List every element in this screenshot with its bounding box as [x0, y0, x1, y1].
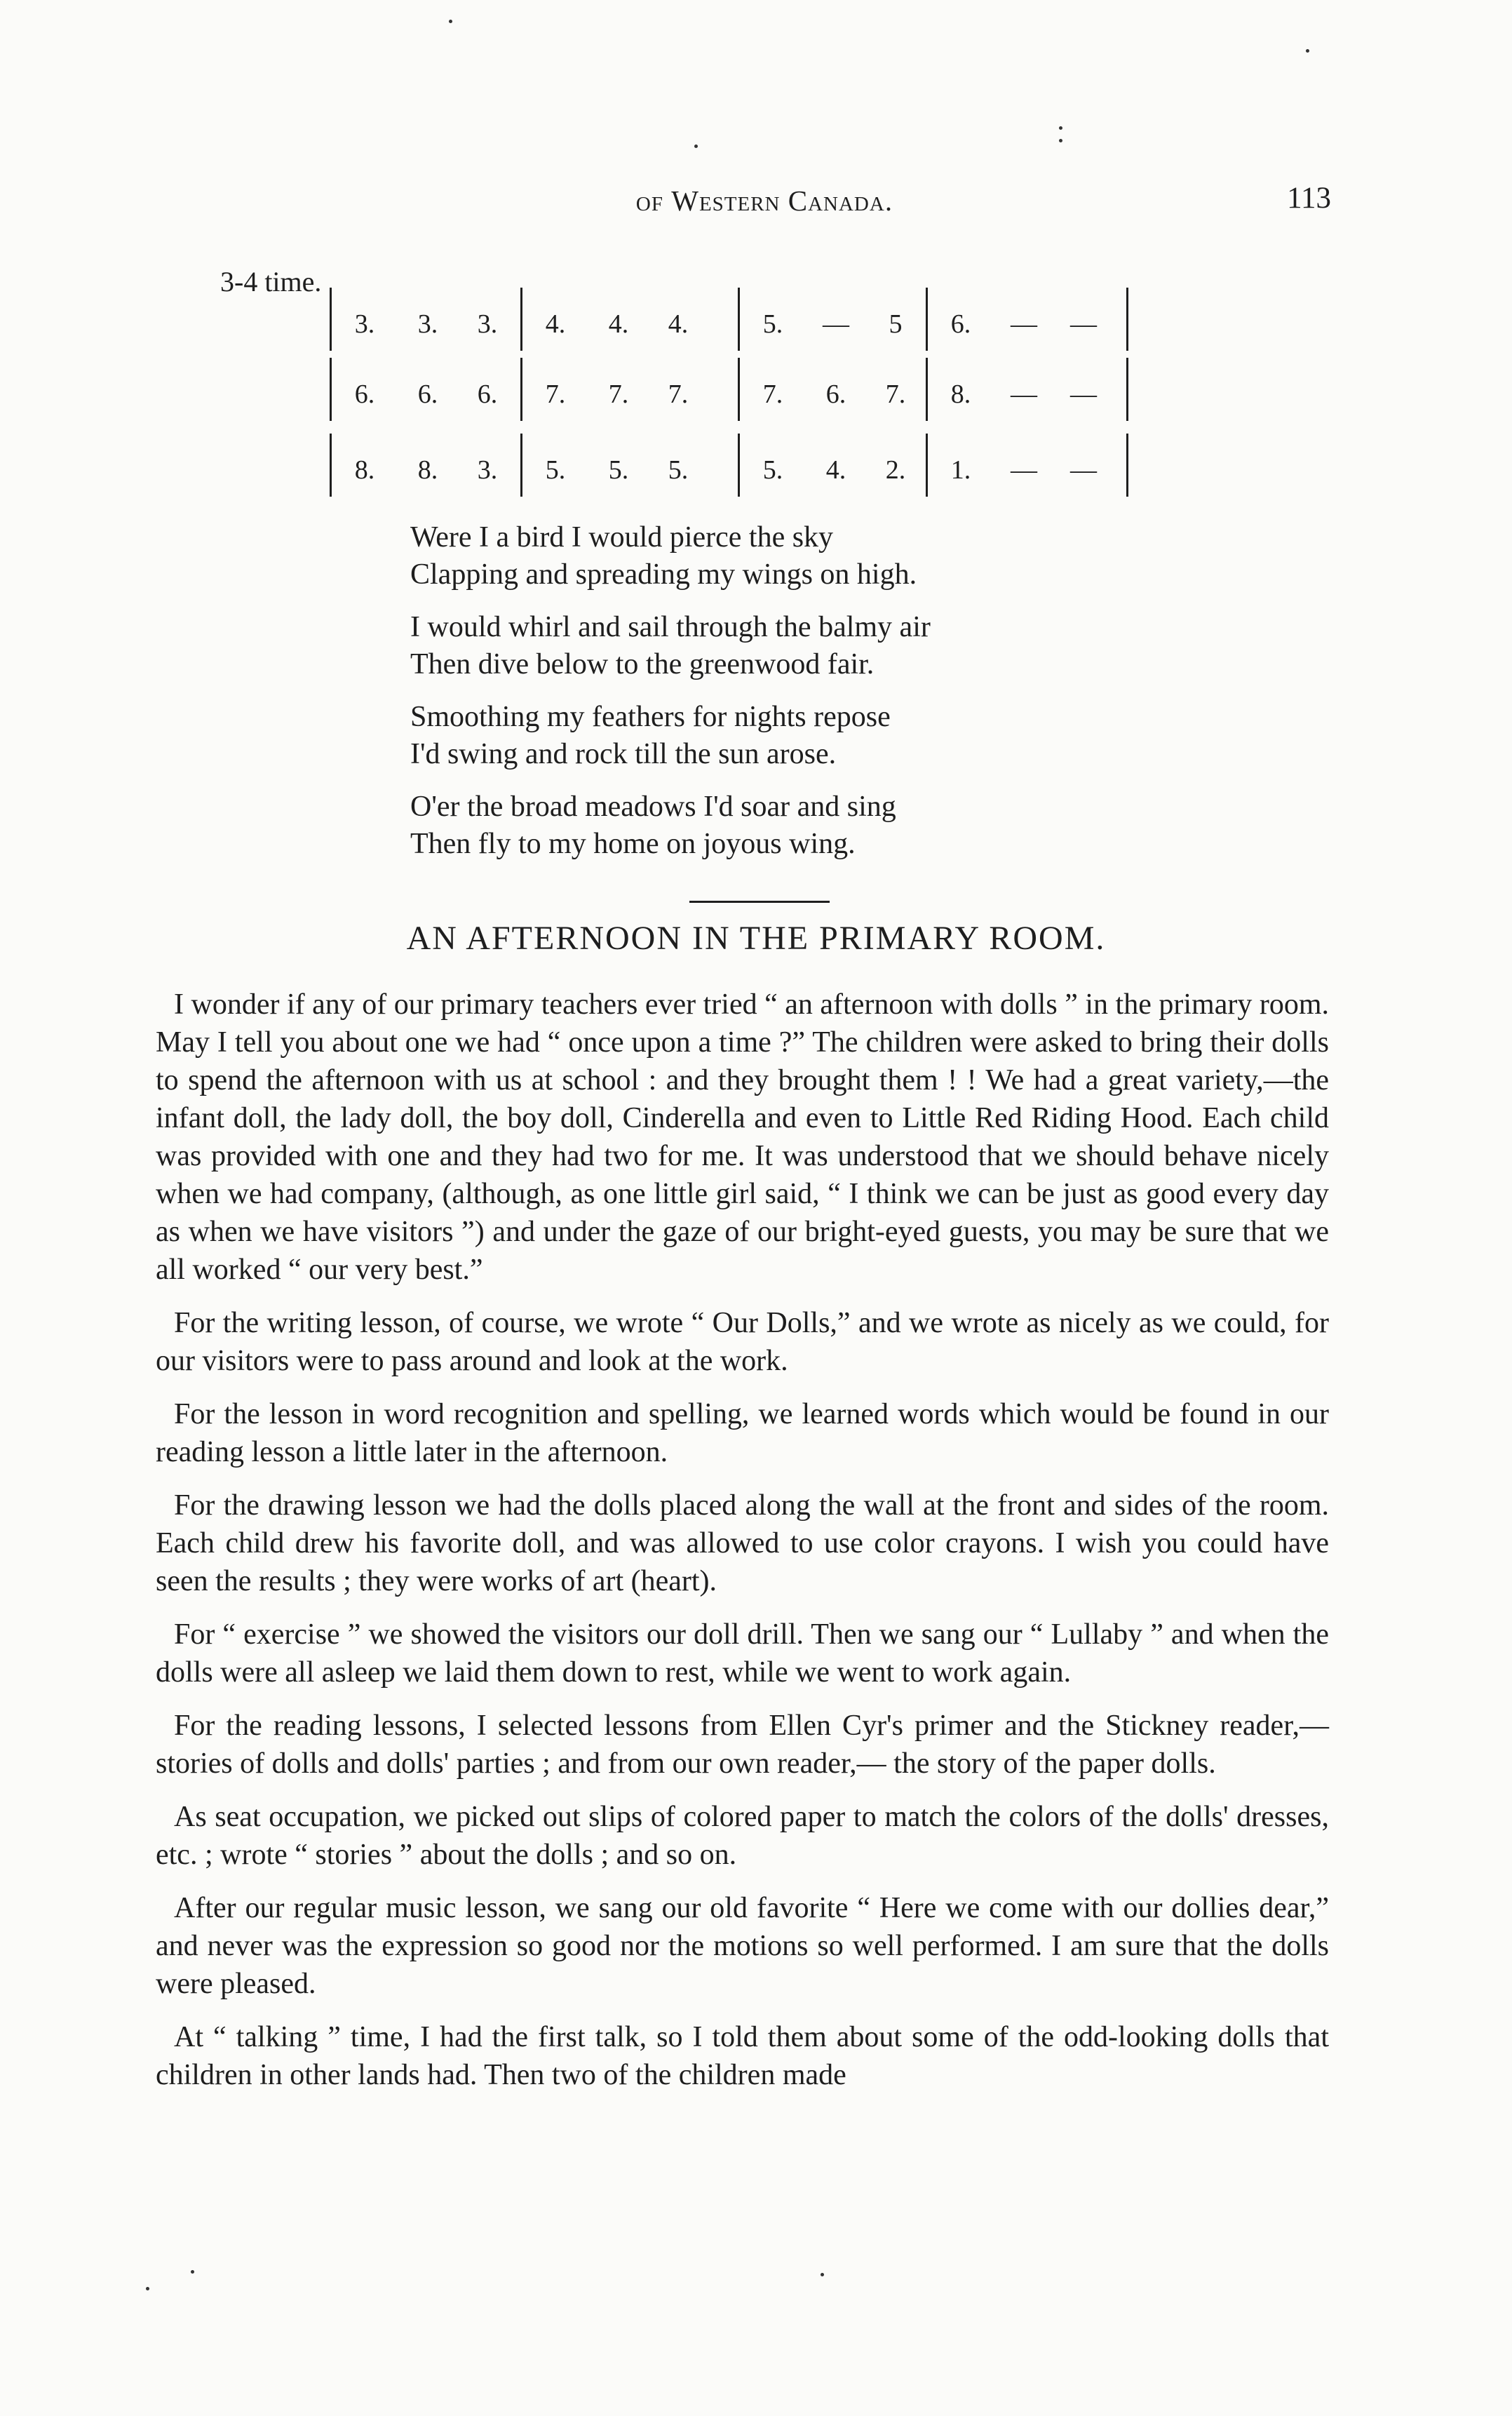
running-head-prefix: of: [635, 184, 663, 217]
score-note: —: [1070, 380, 1097, 409]
scan-speck: [1306, 49, 1309, 53]
article-body: [156, 986, 1329, 2109]
score-note: 7.: [608, 380, 629, 409]
bar-line: [926, 358, 928, 421]
bar-line: [738, 288, 740, 351]
score-note: —: [1011, 309, 1037, 339]
score-note: —: [1011, 455, 1037, 485]
bar-line: [330, 288, 332, 351]
bar-line: [520, 288, 522, 351]
article-paragraph: I wonder if any of our primary teachers ever tried “ an afternoon with dolls ” in the primary room. May I tell you about one we had “ once upon a time ?” The children were asked to bring their dolls to spend the afternoon with us at school : and they brought them ! ! We had a great variety,—the infant doll, the lady doll, the boy doll, Cinderella and even to Little Red Riding Hood. Each child was provided with one and they had two for me. It was understood that we should behave nicely when we had company, (although, as one little girl said, “ I think we can be just as good every day as when we have visitors ”) and under the gaze of our bright-eyed guests, you may be sure that we all worked “ our very best.”: [156, 988, 1329, 1286]
section-divider: [689, 901, 830, 903]
scan-speck: [1059, 139, 1062, 142]
bar-line: [738, 358, 740, 421]
score-note: 5: [889, 309, 903, 339]
score-note: 8.: [950, 380, 971, 409]
scan-speck: [146, 2287, 149, 2290]
score-note: 4.: [545, 309, 566, 339]
bar-line: [1126, 434, 1128, 497]
score-note: 5.: [668, 455, 689, 485]
score-note: —: [823, 309, 849, 339]
poem-line: Then fly to my home on joyous wing.: [410, 828, 856, 860]
score-note: 6.: [950, 309, 971, 339]
bar-line: [520, 434, 522, 497]
score-note: 6.: [477, 380, 498, 409]
score-note: 8.: [354, 455, 375, 485]
score-note: 3.: [417, 309, 438, 339]
bar-line: [330, 358, 332, 421]
article-title: AN AFTERNOON IN THE PRIMARY ROOM.: [406, 920, 1106, 957]
score-note: 7.: [762, 380, 783, 409]
score-note: 2.: [885, 455, 906, 485]
article-paragraph: As seat occupation, we picked out slips of colored paper to match the colors of the dolls' dresses, etc. ; wrote “ stories ” about the dolls ; and so on.: [156, 1801, 1329, 1871]
bar-line: [926, 288, 928, 351]
score-note: 8.: [417, 455, 438, 485]
score-note: 6.: [825, 380, 846, 409]
score-note: 6.: [354, 380, 375, 409]
score-note: 5.: [762, 455, 783, 485]
article-paragraph: For the writing lesson, of course, we wrote “ Our Dolls,” and we wrote as nicely as we could, for our visitors were to pass around and look at the work.: [156, 1307, 1329, 1377]
bar-line: [520, 358, 522, 421]
article-paragraph: For the reading lessons, I selected lessons from Ellen Cyr's primer and the Stickney reader,—stories of dolls and dolls' parties ; and from our own reader,— the story of the paper dolls.: [156, 1710, 1329, 1780]
article-paragraph: At “ talking ” time, I had the first talk, so I told them about some of the odd-looking dolls that children in other lands had. Then two of the children made: [156, 2021, 1329, 2091]
article-paragraph: For the lesson in word recognition and spelling, we learned words which would be found in our reading lesson a little later in the afternoon.: [156, 1398, 1329, 1468]
poem-line: Were I a bird I would pierce the sky: [410, 521, 834, 553]
poem-line: Then dive below to the greenwood fair.: [410, 648, 875, 680]
poem-line: Clapping and spreading my wings on high.: [410, 558, 917, 591]
score-note: 4.: [668, 309, 689, 339]
scan-speck: [821, 2273, 824, 2276]
poem-line: O'er the broad meadows I'd soar and sing: [410, 791, 896, 823]
score-note: 4.: [608, 309, 629, 339]
score-note: 3.: [354, 309, 375, 339]
poem-line: I'd swing and rock till the sun arose.: [410, 738, 837, 770]
bar-line: [1126, 288, 1128, 351]
scan-speck: [449, 20, 452, 23]
scan-speck: [1059, 126, 1062, 130]
poem-line: I would whirl and sail through the balmy air: [410, 611, 931, 643]
article-paragraph: For “ exercise ” we showed the visitors our doll drill. Then we sang our “ Lullaby ” and when the dolls were all asleep we laid them down to rest, while we went to work again.: [156, 1618, 1329, 1689]
poem-stanza: [410, 609, 931, 683]
poem-stanza: [410, 519, 931, 593]
score-note: 5.: [608, 455, 629, 485]
score-note: —: [1070, 455, 1097, 485]
score-note: 1.: [950, 455, 971, 485]
bar-line: [738, 434, 740, 497]
score-note: 5.: [762, 309, 783, 339]
article-paragraph: For the drawing lesson we had the dolls placed along the wall at the front and sides of the room. Each child drew his favorite doll, and was allowed to use color crayons. I wish you could have seen the results ; they were works of art (heart).: [156, 1489, 1329, 1597]
score-note: 7.: [885, 380, 906, 409]
page-number: 113: [1287, 182, 1331, 215]
score-note: —: [1070, 309, 1097, 339]
poem-line: Smoothing my feathers for nights repose: [410, 701, 891, 733]
poem-stanza: [410, 699, 931, 773]
score-note: 3.: [477, 309, 498, 339]
running-head-title: Western Canada.: [671, 184, 893, 217]
score-note: 6.: [417, 380, 438, 409]
score-note: 4.: [825, 455, 846, 485]
scan-speck: [191, 2270, 194, 2274]
article-paragraph: After our regular music lesson, we sang our old favorite “ Here we come with our dollies dear,” and never was the expression so good nor the motions so well performed. I am sure that the dolls were pleased.: [156, 1892, 1329, 2000]
score-note: —: [1011, 380, 1037, 409]
music-score: [330, 295, 1129, 505]
poem-stanza: [410, 788, 931, 863]
score-note: 5.: [545, 455, 566, 485]
time-signature: 3-4 time.: [220, 266, 322, 297]
poem: [410, 519, 931, 878]
bar-line: [330, 434, 332, 497]
score-note: 7.: [668, 380, 689, 409]
bar-line: [1126, 358, 1128, 421]
score-note: 3.: [477, 455, 498, 485]
bar-line: [926, 434, 928, 497]
running-head: [519, 184, 1010, 217]
score-note: 7.: [545, 380, 566, 409]
scan-speck: [694, 145, 698, 148]
